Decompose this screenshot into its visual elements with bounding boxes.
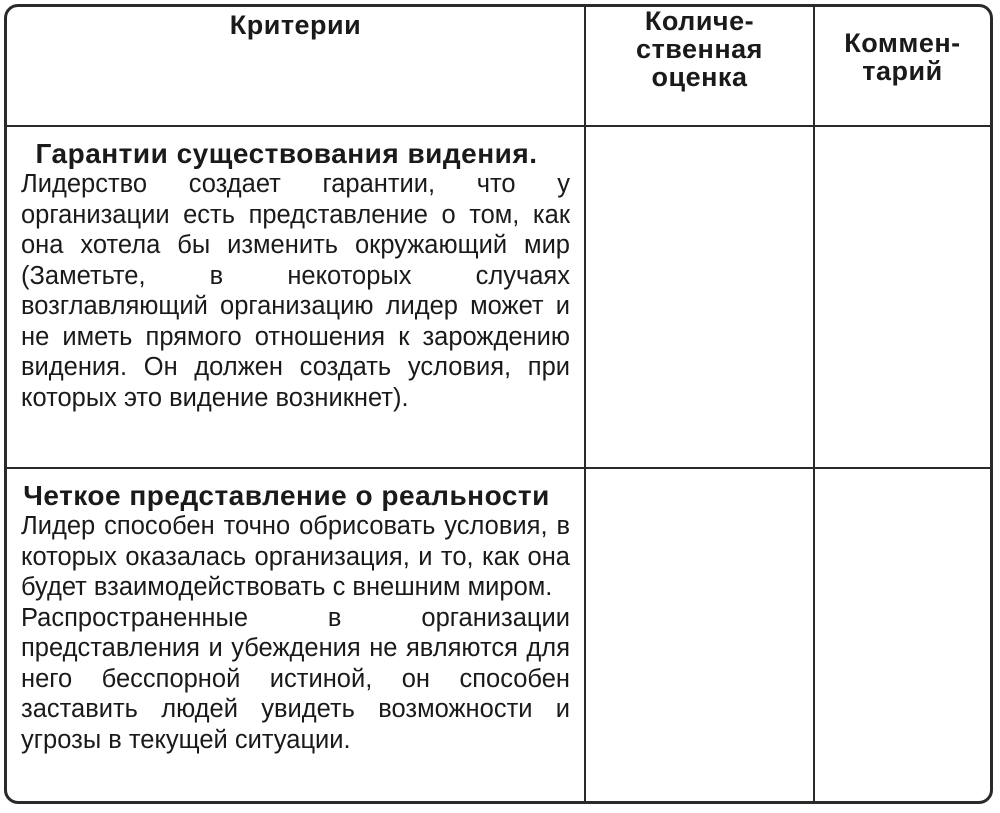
comment-cell[interactable] — [814, 126, 990, 468]
header-score-line: оценка — [651, 62, 748, 92]
header-comment — [814, 7, 990, 126]
header-score — [585, 7, 814, 126]
comment-cell[interactable] — [814, 468, 990, 801]
criterion-title: Гарантии существования видения. — [35, 138, 538, 169]
score-cell[interactable] — [585, 126, 814, 468]
criteria-cell — [7, 126, 585, 468]
header-row — [7, 7, 990, 126]
header-comment-line: тарий — [862, 56, 943, 86]
header-criteria: Критерии — [7, 7, 585, 126]
criteria-table-frame — [4, 4, 993, 804]
header-score-line: ственная — [636, 34, 763, 64]
criteria-table — [7, 7, 990, 801]
criterion-description: Лидер способен точно обрисовать условия, в которых оказалась организация, и то, как она будет взаимодействовать с внешним миром. — [21, 512, 570, 601]
table-row — [7, 126, 990, 468]
criterion-description: Лидерство создает гарантии, что у организации есть представление о том, как она хотела бы изменить окружающий мир (Заметьте, в некоторых случаях возглавляющий организацию лидер может и не иметь прямого отношения к зарождению видения. Он должен создать условия, при которых это видение возникнет). — [21, 170, 570, 412]
header-comment-line: Коммен- — [844, 28, 961, 58]
score-cell[interactable] — [585, 468, 814, 801]
criterion-title: Четкое представление о реальности — [23, 480, 550, 511]
criterion-description: Распространенные в организации представления и убеждения не являются для него бесспорной истиной, он способен заставить людей увидеть возможности и угрозы в текущей ситуации. — [21, 603, 570, 754]
table-row — [7, 468, 990, 801]
header-score-line: Количе- — [644, 6, 755, 36]
criteria-cell — [7, 468, 585, 801]
